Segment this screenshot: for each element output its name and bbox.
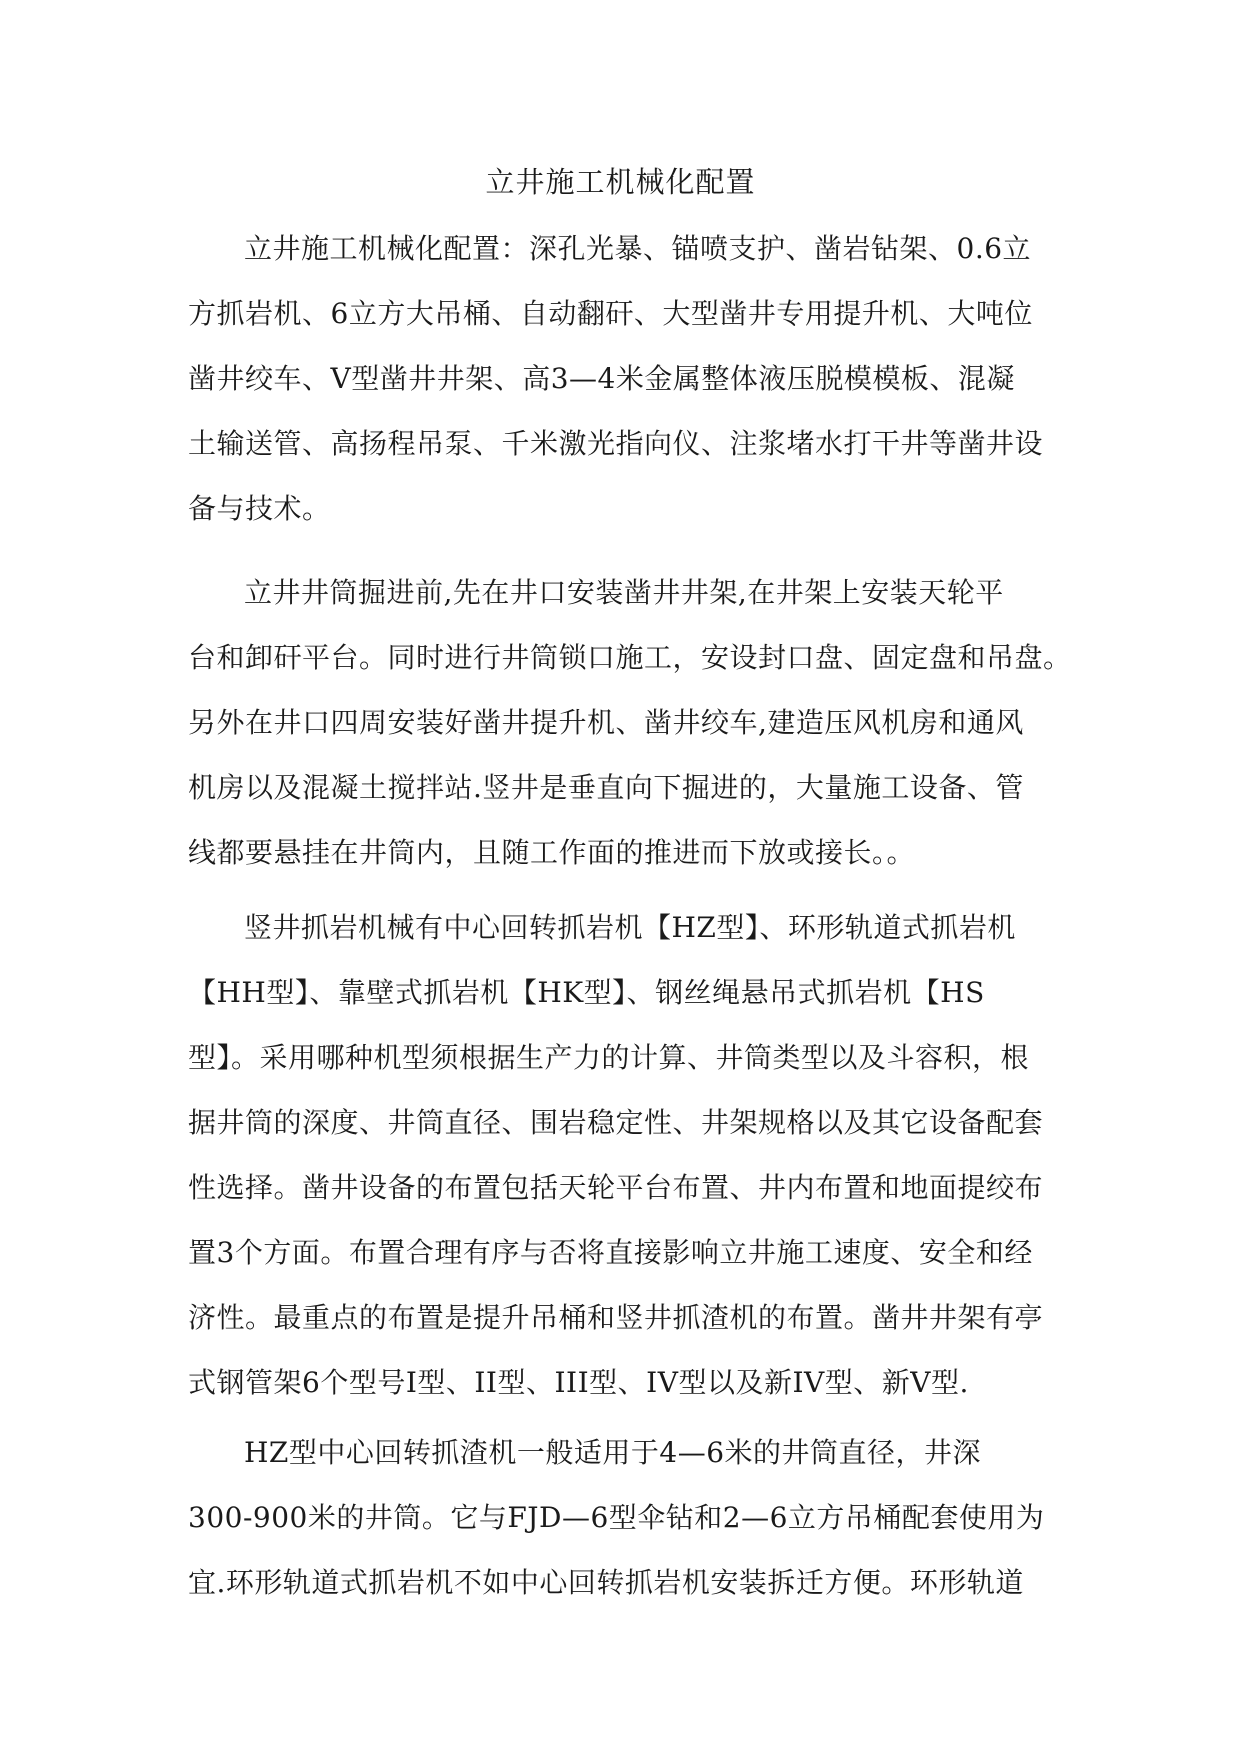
text-line: 竖井抓岩机械有中心回转抓岩机【HZ型】、环形轨道式抓岩机 — [244, 911, 1016, 944]
text-line: 方抓岩机、6立方大吊桶、自动翻矸、大型凿井专用提升机、大吨位 — [188, 297, 1033, 330]
text-line: 济性。最重点的布置是提升吊桶和竖井抓渣机的布置。凿井井架有亭 — [188, 1301, 1044, 1334]
text-line: 立井井筒掘进前,先在井口安装凿井井架,在井架上安装天轮平 — [244, 576, 1004, 609]
text-line: 式钢管架6个型号I型、II型、III型、IV型以及新IV型、新V型. — [188, 1366, 969, 1399]
text-line: 性选择。凿井设备的布置包括天轮平台布置、井内布置和地面提绞布 — [188, 1171, 1044, 1204]
document-title: 立井施工机械化配置 — [485, 165, 756, 199]
paragraph-hz-grab — [188, 1420, 1058, 1615]
text-line: 土输送管、高扬程吊泵、千米激光指向仪、注浆堵水打干井等凿井设 — [188, 427, 1044, 460]
text-line: HZ型中心回转抓渣机一般适用于4—6米的井筒直径，井深 — [244, 1436, 982, 1469]
text-line: 宜.环形轨道式抓岩机不如中心回转抓岩机安装拆迁方便。环形轨道 — [188, 1566, 1024, 1599]
text-line: 机房以及混凝土搅拌站.竖井是垂直向下掘进的，大量施工设备、管 — [188, 771, 1024, 804]
text-line: 置3个方面。布置合理有序与否将直接影响立井施工速度、安全和经 — [188, 1236, 1033, 1269]
text-line: 线都要悬挂在井筒内，且随工作面的推进而下放或接长。。 — [188, 836, 916, 869]
text-line: 【HH型】、靠壁式抓岩机【HK型】、钢丝绳悬吊式抓岩机【HS — [188, 976, 985, 1009]
text-line: 据井筒的深度、井筒直径、围岩稳定性、井架规格以及其它设备配套 — [188, 1106, 1044, 1139]
text-line: 300-900米的井筒。它与FJD—6型伞钻和2—6立方吊桶配套使用为 — [188, 1501, 1045, 1534]
paragraph-mechanization-config — [188, 216, 1058, 541]
paragraph-grab-machines — [188, 895, 1058, 1415]
text-line: 立井施工机械化配置：深孔光暴、锚喷支护、凿岩钻架、0.6立 — [244, 232, 1032, 265]
text-line: 台和卸矸平台。同时进行井筒锁口施工，安设封口盘、固定盘和吊盘。 — [188, 641, 1072, 674]
text-line: 凿井绞车、V型凿井井架、高3—4米金属整体液压脱模模板、混凝 — [188, 362, 1015, 395]
text-line: 另外在井口四周安装好凿井提升机、凿井绞车,建造压风机房和通风 — [188, 706, 1024, 739]
text-line: 备与技术。 — [188, 492, 331, 525]
paragraph-shaft-preparation — [188, 560, 1072, 885]
text-line: 型】。采用哪种机型须根据生产力的计算、井筒类型以及斗容积，根 — [188, 1041, 1030, 1074]
